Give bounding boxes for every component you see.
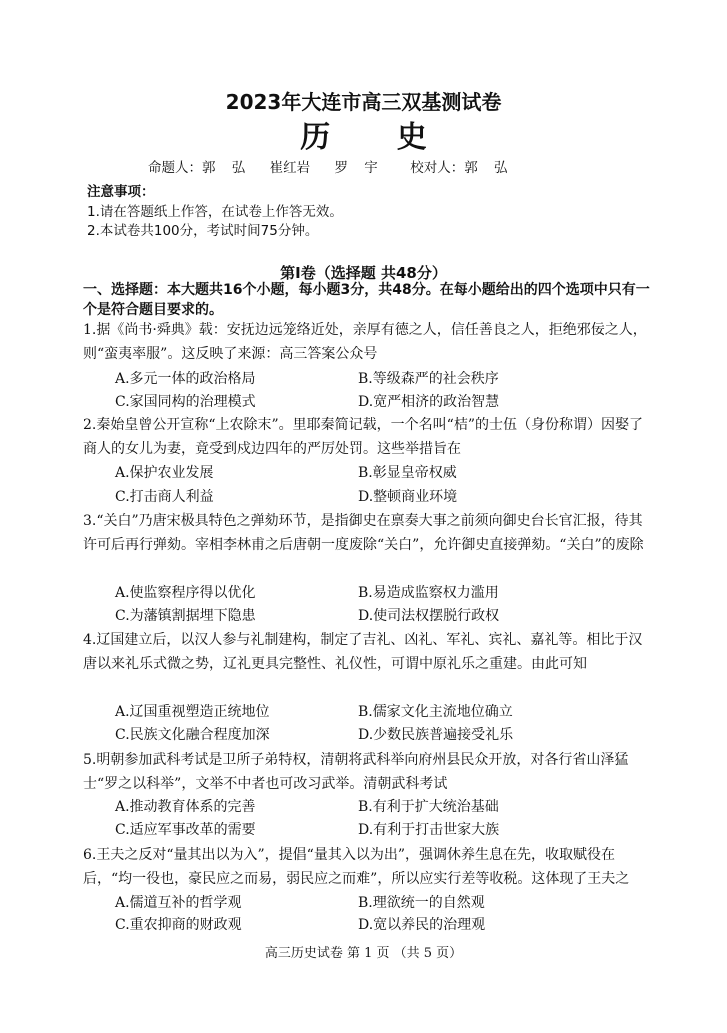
option-a: A.保护农业发展 [115, 465, 214, 481]
option-d: D.有利于打击世家大族 [358, 822, 500, 838]
exam-title: 2023年大连市高三双基测试卷 [225, 90, 502, 114]
option-b: B.理欲统一的自然观 [358, 895, 485, 911]
option-d: D.使司法权摆脱行政权 [358, 608, 500, 624]
option-d: D.宽以养民的治理观 [358, 917, 486, 933]
option-a: A.儒道互补的哲学观 [115, 895, 242, 911]
section-intro: 一、选择题：本大题共16个小题，每小题3分，共48分。在每小题给出的四个选项中只有一个是符合题目要求的。 [83, 282, 650, 318]
question-stem: 6.王夫之反对“量其出以为入”，提倡“量其入以为出”，强调休养生息在先，收取赋役在后，“均一役也，豪民应之而易，弱民应之而难”，所以应实行差等收税。这体现了王夫之 [83, 847, 630, 887]
option-c: C.民族文化融合程度加深 [115, 727, 270, 743]
option-a: A.使监察程序得以优化 [115, 585, 256, 601]
option-c: C.重农抑商的财政观 [115, 917, 242, 933]
option-b: B.彰显皇帝权威 [358, 465, 457, 481]
option-b: B.易造成监察权力滥用 [358, 585, 499, 601]
option-c: C.适应军事改革的需要 [115, 822, 256, 838]
note-item: 2.本试卷共100分，考试时间75分钟。 [87, 223, 319, 239]
option-c: C.打击商人利益 [115, 489, 214, 505]
option-b: B.有利于扩大统治基础 [358, 799, 499, 815]
option-a: A.推动教育体系的完善 [115, 799, 256, 815]
section-title: 第Ⅰ卷（选择题 共48分） [280, 264, 447, 282]
option-a: A.多元一体的政治格局 [115, 371, 256, 387]
question-stem: 4.辽国建立后，以汉人参与礼制建构，制定了吉礼、凶礼、军礼、宾礼、嘉礼等。相比于汉唐以来礼乐式微之势，辽礼更具完整性、礼仪性，可谓中原礼乐之重建。由此可知 [83, 632, 643, 672]
option-d: D.宽严相济的政治智慧 [358, 394, 500, 410]
question-stem: 2.秦始皇曾公开宣称“上农除末”。里耶秦简记载，一个名叫“桔”的士伍（身份称谓）因娶了商人的女儿为妻，竟受到戍边四年的严厉处罚。这些举措旨在 [83, 417, 643, 457]
option-d: D.少数民族普遍接受礼乐 [358, 727, 514, 743]
question-stem: 1.据《尚书·舜典》载：安抚边远笼络近处，亲厚有德之人，信任善良之人，拒绝邪佞之人，则“蛮夷率服”。这反映了来源：高三答案公众号 [83, 322, 647, 362]
option-c: C.家国同构的治理模式 [115, 394, 256, 410]
option-b: B.儒家文化主流地位确立 [358, 704, 513, 720]
option-d: D.整顿商业环境 [358, 489, 458, 505]
notes-title: 注意事项： [87, 184, 155, 200]
page-footer: 高三历史试卷 第 1 页 （共 5 页） [264, 946, 463, 961]
option-a: A.辽国重视塑造正统地位 [115, 704, 270, 720]
subject-title: 历 史 [300, 120, 455, 155]
option-b: B.等级森严的社会秩序 [358, 371, 499, 387]
question-stem: 3.“关白”乃唐宋极具特色之弹劾环节，是指御史在禀奏大事之前须向御史台长官汇报，待其许可后再行弹劾。宰相李林甫之后唐朝一度废除“关白”，允许御史直接弹劾。“关白”的废除 [83, 513, 644, 553]
note-item: 1.请在答题纸上作答，在试卷上作答无效。 [87, 204, 343, 220]
option-c: C.为藩镇割据埋下隐患 [115, 608, 256, 624]
authors-line: 命题人：郭 弘 崔红岩 罗 宇 校对人：郭 弘 [148, 160, 508, 176]
question-stem: 5.明朝参加武科考试是卫所子弟特权，清朝将武科举向府州县民众开放，对各行省山泽猛士“罗之以科举”，文举不中者也可改习武举。清朝武科考试 [83, 752, 629, 792]
